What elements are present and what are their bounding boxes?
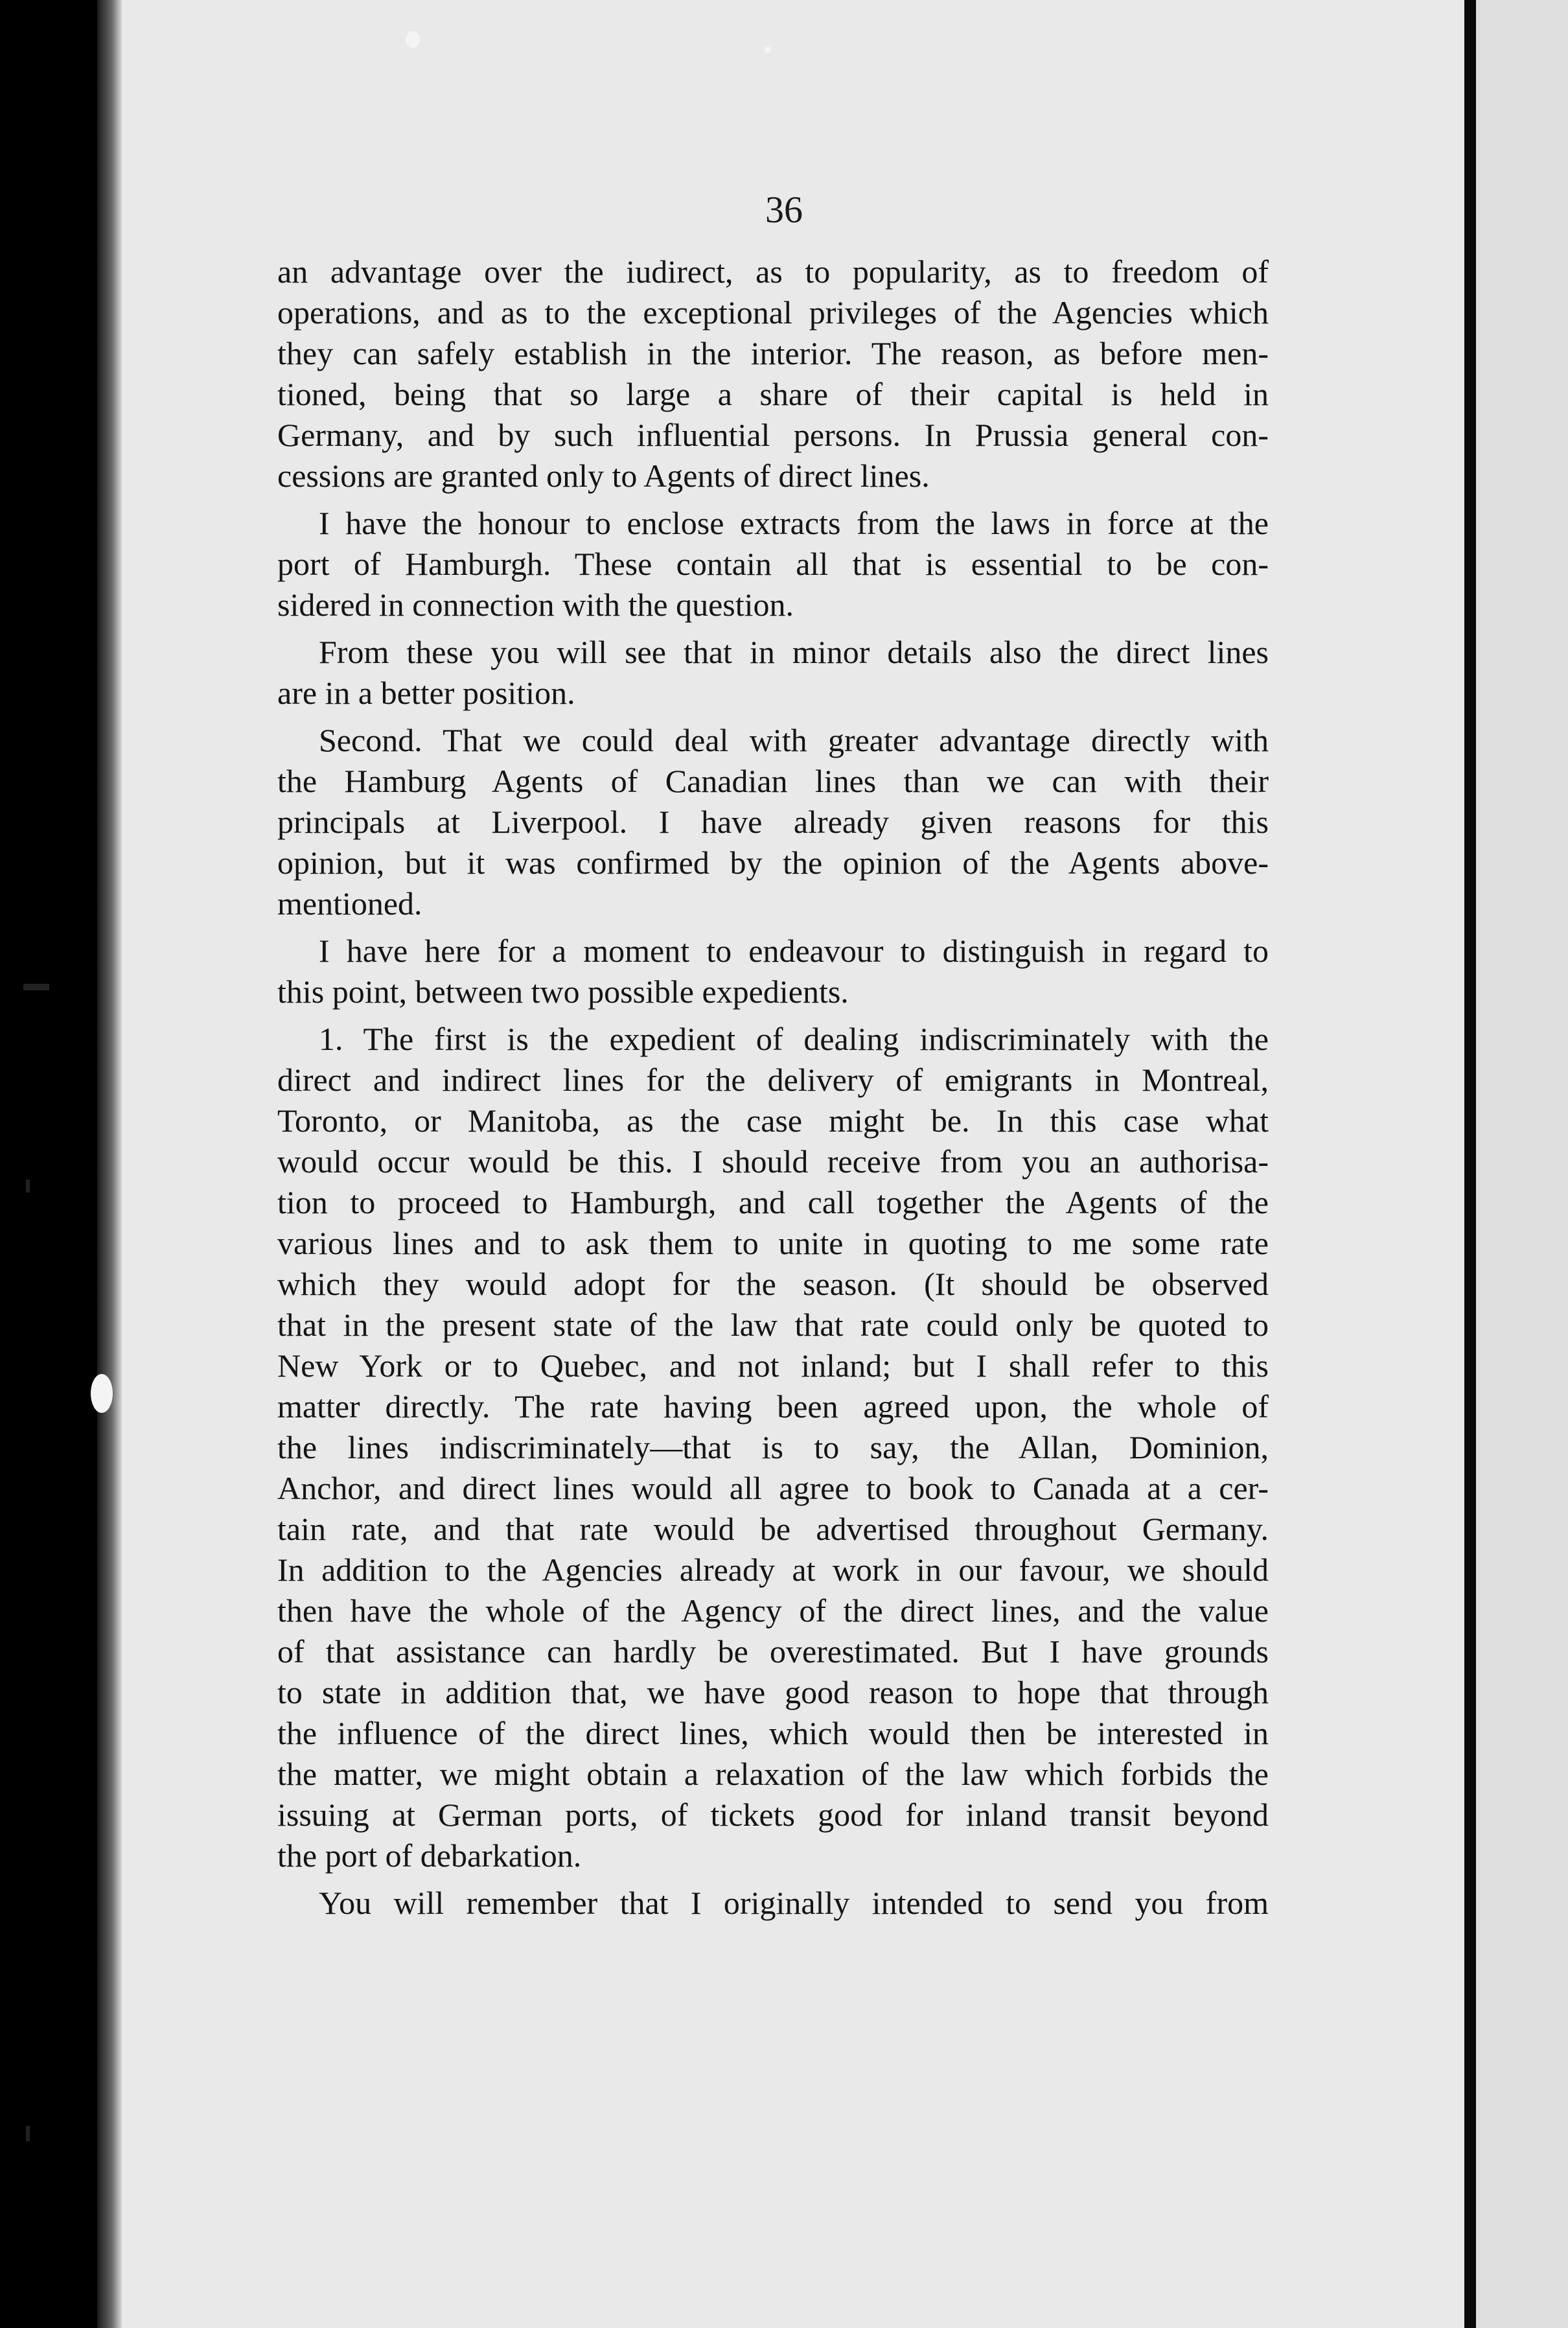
- text-line: this point, between two possible expedients.: [277, 973, 849, 1010]
- text-line: the Hamburg Agents of Canadian lines than we can with their: [277, 763, 1269, 799]
- text-line: sidered in connection with the question.: [277, 587, 794, 623]
- text-line: You will remember that I originally intended to send you from: [319, 1885, 1269, 1921]
- text-line: the influence of the direct lines, which would then be interested in: [277, 1715, 1269, 1751]
- margin-mark: [26, 2126, 30, 2141]
- adjacent-page-edge: [1476, 0, 1568, 2328]
- paper-speck: [765, 47, 771, 53]
- paragraph: [277, 503, 1269, 625]
- text-line: matter directly. The rate having been agreed upon, the whole of: [277, 1388, 1269, 1425]
- page-number: 36: [765, 189, 803, 231]
- text-line: then have the whole of the Agency of the direct lines, and the value: [277, 1592, 1269, 1629]
- text-line: issuing at German ports, of tickets good for inland transit beyond: [277, 1797, 1269, 1833]
- text-line: to state in addition that, we have good reason to hope that through: [277, 1674, 1269, 1710]
- paragraph: [277, 632, 1269, 714]
- margin-mark: [26, 1180, 30, 1193]
- text-line: Second. That we could deal with greater advantage directly with: [319, 722, 1269, 758]
- paragraph: [277, 1019, 1269, 1876]
- text-line: In addition to the Agencies already at work in our favour, we should: [277, 1552, 1269, 1588]
- text-line: tain rate, and that rate would be advertised throughout Germany.: [277, 1511, 1269, 1547]
- text-line: I have here for a moment to endeavour to distinguish in regard to: [319, 933, 1269, 969]
- paper-speck: [91, 1374, 113, 1413]
- paragraph: [277, 1883, 1269, 1924]
- text-line: Germany, and by such influential persons. In Prussia general con-: [277, 417, 1269, 453]
- text-line: various lines and to ask them to unite in quoting to me some rate: [277, 1225, 1269, 1261]
- text-line: I have the honour to enclose extracts from the laws in force at the: [319, 505, 1269, 541]
- text-line: which they would adopt for the season. (It should be observed: [277, 1266, 1269, 1302]
- paragraph: [277, 720, 1269, 924]
- paragraph: [277, 251, 1269, 496]
- text-line: of that assistance can hardly be overestimated. But I have grounds: [277, 1633, 1269, 1670]
- text-line: 1. The first is the expedient of dealing indiscriminately with the: [319, 1021, 1269, 1057]
- text-line: are in a better position.: [277, 675, 575, 711]
- text-line: tion to proceed to Hamburgh, and call together the Agents of the: [277, 1184, 1269, 1220]
- text-line: Toronto, or Manitoba, as the case might be. In this case what: [277, 1102, 1269, 1139]
- paragraph: [277, 931, 1269, 1012]
- book-spine-shadow: [97, 0, 122, 2328]
- text-line: operations, and as to the exceptional privileges of the Agencies which: [277, 294, 1269, 331]
- text-line: they can safely establish in the interior. The reason, as before men-: [277, 335, 1269, 371]
- text-line: principals at Liverpool. I have already given reasons for this: [277, 804, 1269, 840]
- text-line: Anchor, and direct lines would all agree to book to Canada at a cer-: [277, 1470, 1269, 1506]
- text-line: would occur would be this. I should receive from you an authorisa-: [277, 1143, 1269, 1180]
- text-line: direct and indirect lines for the delivery of emigrants in Montreal,: [277, 1062, 1269, 1098]
- text-line: mentioned.: [277, 885, 422, 922]
- text-line: the port of debarkation.: [277, 1837, 582, 1874]
- text-line: cessions are granted only to Agents of direct lines.: [277, 458, 930, 494]
- text-line: the lines indiscriminately—that is to say, the Allan, Dominion,: [277, 1429, 1269, 1465]
- margin-mark: [23, 984, 49, 990]
- text-line: the matter, we might obtain a relaxation of the law which forbids the: [277, 1756, 1269, 1792]
- text-line: an advantage over the iudirect, as to popularity, as to freedom of: [277, 253, 1269, 290]
- text-line: New York or to Quebec, and not inland; but I shall refer to this: [277, 1347, 1269, 1384]
- paper-speck: [406, 31, 420, 48]
- text-line: opinion, but it was confirmed by the opinion of the Agents above-: [277, 844, 1269, 881]
- text-line: that in the present state of the law that rate could only be quoted to: [277, 1307, 1269, 1343]
- text-line: From these you will see that in minor details also the direct lines: [319, 634, 1269, 670]
- body-text: [277, 251, 1269, 1924]
- text-line: port of Hamburgh. These contain all that is essential to be con-: [277, 546, 1269, 582]
- text-line: tioned, being that so large a share of their capital is held in: [277, 376, 1269, 412]
- page-gutter: [1464, 0, 1476, 2328]
